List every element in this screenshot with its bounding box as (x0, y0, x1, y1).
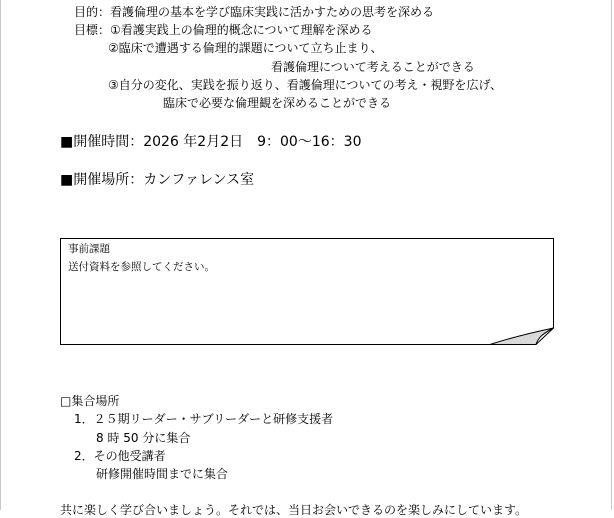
purpose-text: 看護倫理の基本を学び臨床実践に活かすための思考を深める (110, 5, 435, 19)
meeting-heading: □集合場所 (60, 394, 120, 408)
meeting-item-2-line-2: 研修開催時間までに集合 (96, 467, 229, 481)
goal-item-3-line-2: 臨床で必要な倫理観を深めることができる (163, 96, 392, 110)
goal-item-3-line-1: ③自分の変化、実践を振り返り、看護倫理についての考え・視野を広げ、 (108, 78, 503, 92)
closing-line: 共に楽しく学び合いましょう。それでは、当日お会いできるのを楽しみにしています。 (60, 503, 528, 517)
goals-line-1 (74, 22, 373, 38)
prework-note-box (60, 238, 553, 344)
prework-title: 事前課題 (68, 243, 110, 255)
goal-item-1: ①看護実践上の倫理的概念について理解を深める (110, 23, 373, 37)
goals-label: 目標： (74, 23, 111, 37)
goal-item-2-line-2: 看護倫理について考えることができる (271, 60, 475, 74)
meeting-item-2-line-1: 2．その他受講者 (74, 449, 166, 463)
prework-body: 送付資料を参照してください。 (68, 261, 215, 273)
note-box-frame (60, 238, 554, 345)
schedule-line: ■開催時間：2026 年2月2日 9：00～16：30 (60, 134, 362, 150)
venue-line: ■開催場所：カンファレンス室 (60, 172, 255, 188)
meeting-item-1-line-1: 1．２５期リーダー・サブリーダーと研修支援者 (74, 412, 334, 426)
goal-item-2-line-1: ②臨床で遭遇する倫理的課題について立ち止まり、 (108, 41, 383, 55)
purpose-label: 目的： (74, 5, 111, 19)
meeting-item-1-line-2: 8 時 50 分に集合 (96, 431, 191, 445)
purpose-line (74, 4, 434, 20)
